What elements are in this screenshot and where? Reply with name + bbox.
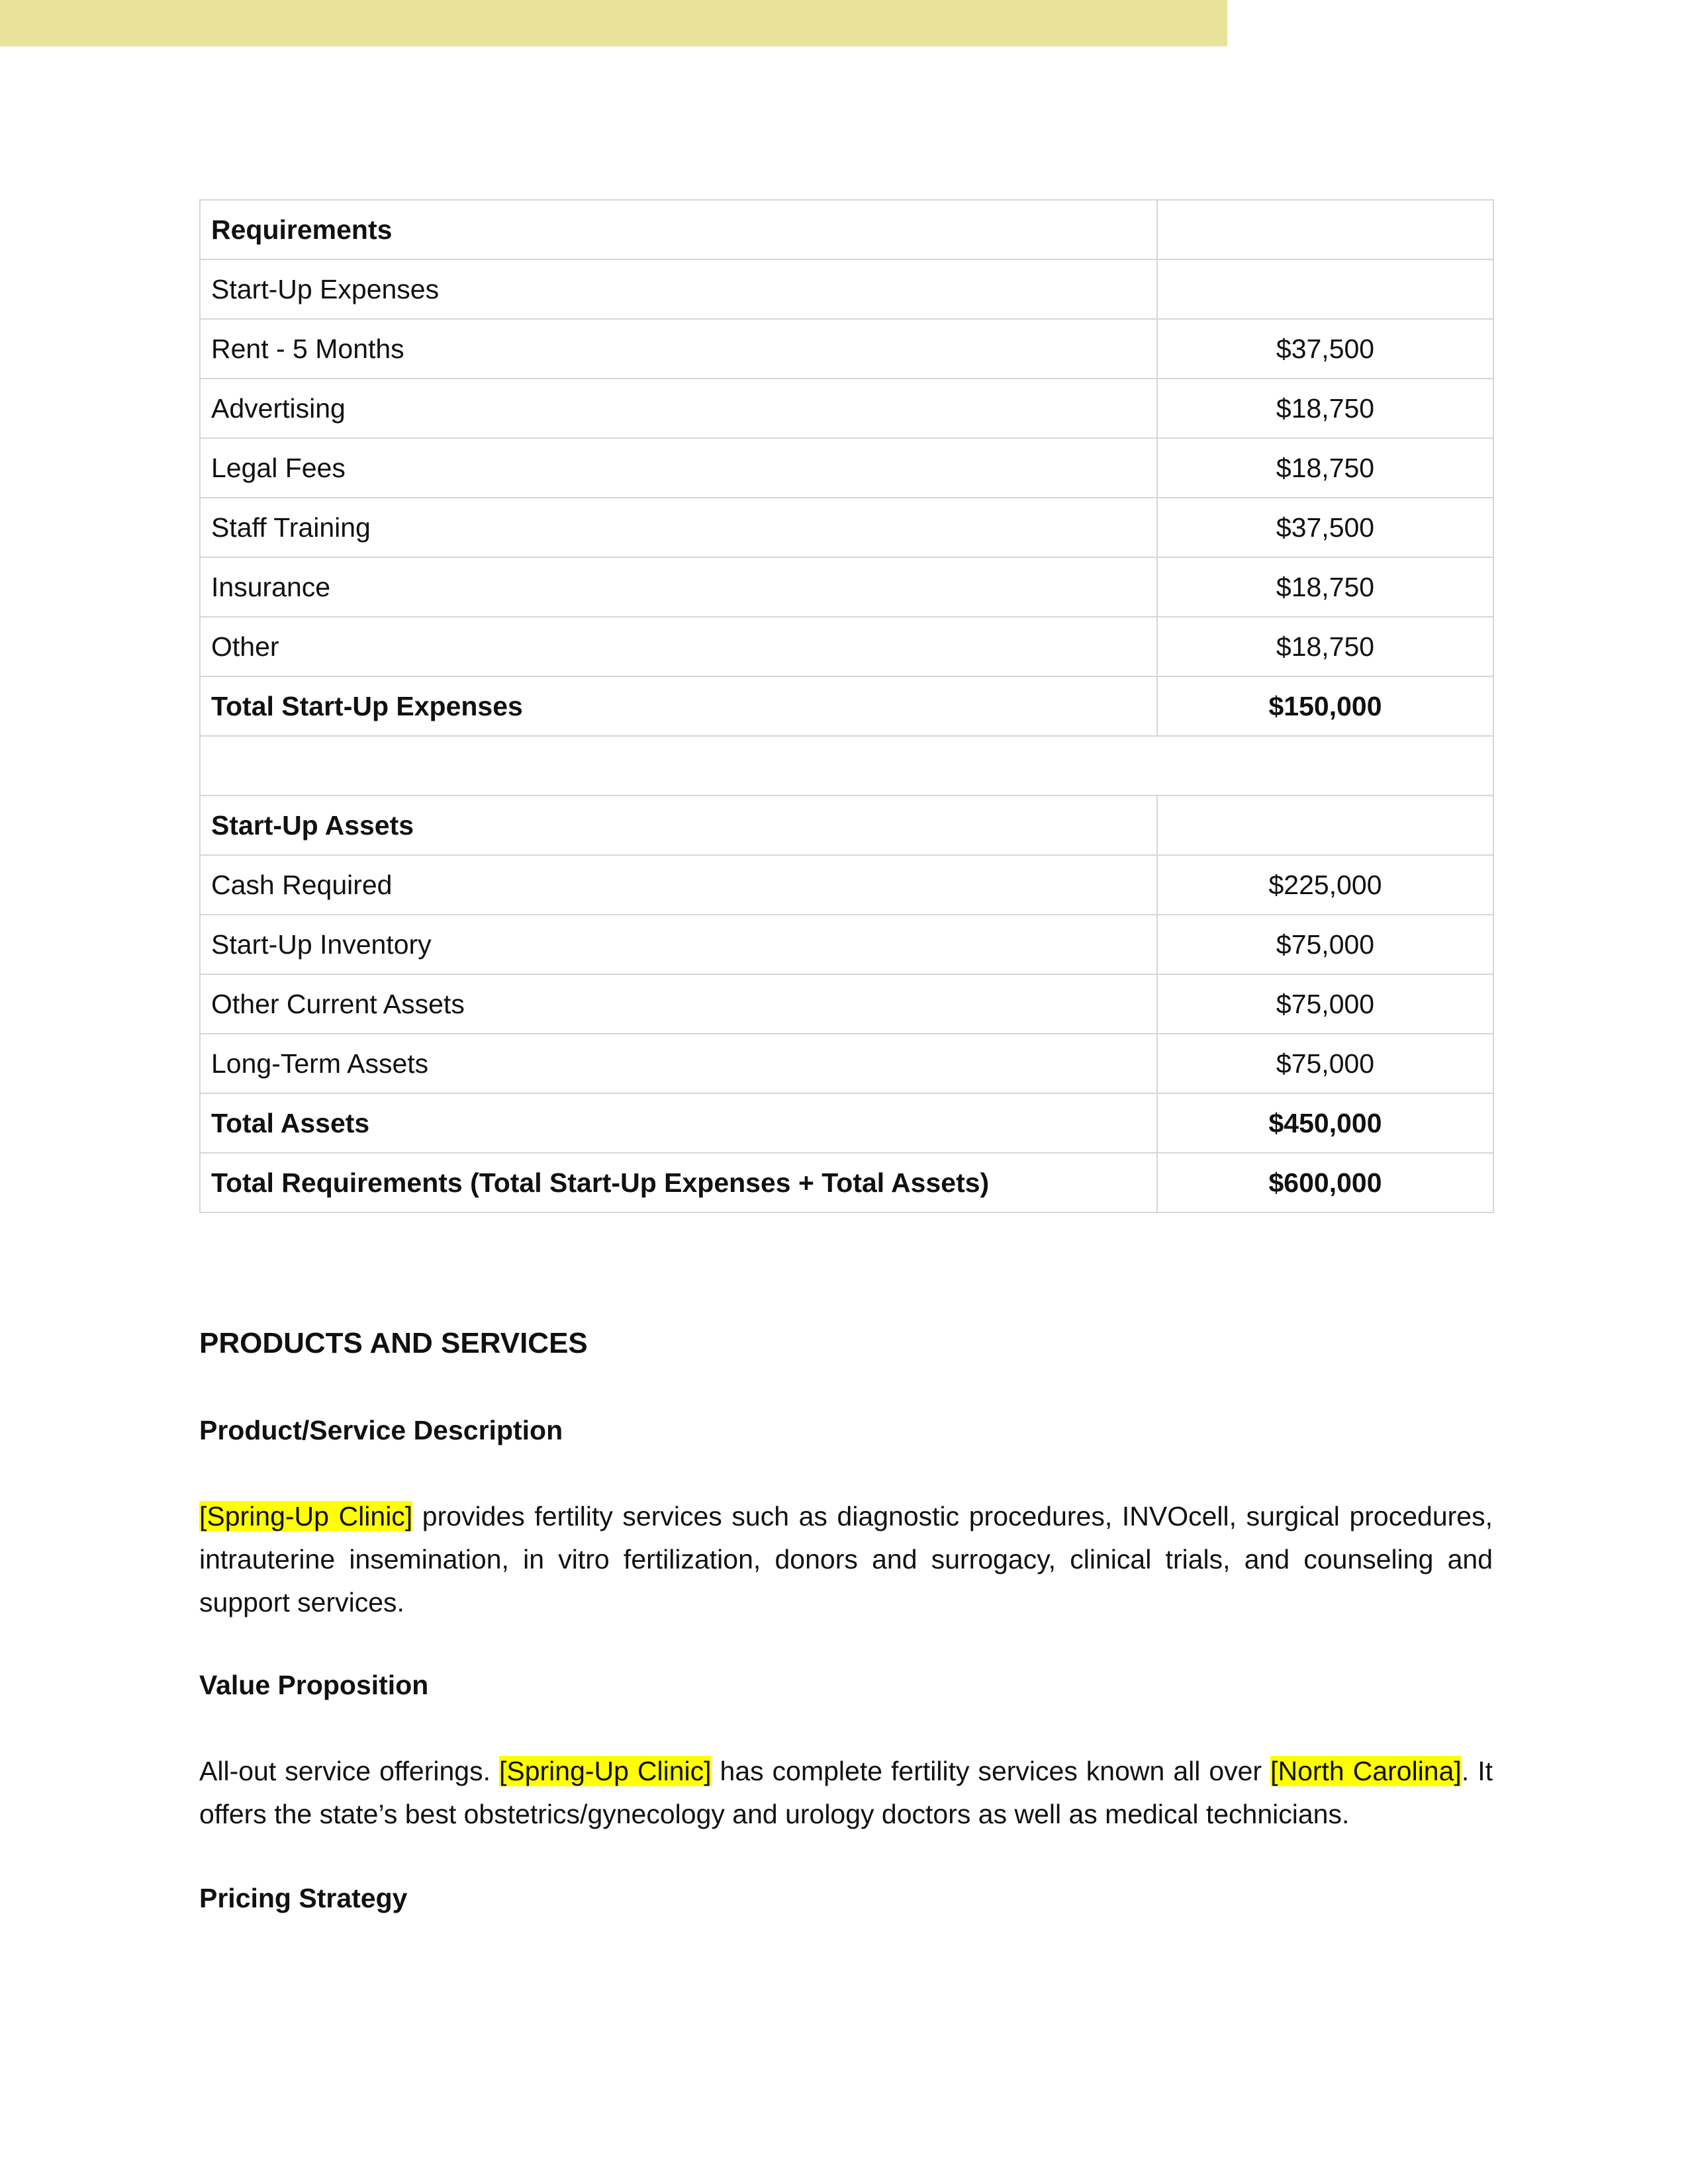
table-row <box>200 498 1493 557</box>
row-label: Other Current Assets <box>200 974 1157 1034</box>
table-row <box>200 796 1493 855</box>
row-amount: $18,750 <box>1157 379 1493 438</box>
value-lead-text: All-out service offerings. <box>199 1756 499 1786</box>
table-row <box>200 557 1493 617</box>
product-description-paragraph <box>199 1495 1493 1624</box>
row-amount: $75,000 <box>1157 974 1493 1034</box>
row-label: Start-Up Assets <box>200 796 1157 855</box>
row-amount: $18,750 <box>1157 557 1493 617</box>
row-label: Total Requirements (Total Start-Up Expenses + Total Assets) <box>200 1153 1157 1212</box>
row-amount: $450,000 <box>1157 1093 1493 1153</box>
clinic-name-highlight: [Spring-Up Clinic] <box>498 1756 712 1786</box>
row-amount: $37,500 <box>1157 498 1493 557</box>
table-row <box>200 1153 1493 1212</box>
value-middle-text: has complete fertility services known all over <box>711 1756 1271 1786</box>
table-row <box>200 617 1493 676</box>
row-amount <box>1157 796 1493 855</box>
value-tail-text: . It offers the state’s best obstetrics/gynecology and urology doctors as well as medical technicians. <box>199 1756 1493 1829</box>
row-label: Advertising <box>200 379 1157 438</box>
row-label: Total Start-Up Expenses <box>200 676 1157 736</box>
row-label: Legal Fees <box>200 438 1157 498</box>
row-label: Insurance <box>200 557 1157 617</box>
table-row <box>200 974 1493 1034</box>
row-label: Start-Up Inventory <box>200 915 1157 974</box>
table-row <box>200 259 1493 319</box>
row-label: Rent - 5 Months <box>200 319 1157 379</box>
section-heading-products: PRODUCTS AND SERVICES <box>199 1327 588 1359</box>
table-row <box>200 438 1493 498</box>
clinic-name-highlight: [Spring-Up Clinic] <box>199 1501 413 1531</box>
row-label: Staff Training <box>200 498 1157 557</box>
row-amount: $18,750 <box>1157 617 1493 676</box>
table-row <box>200 1034 1493 1093</box>
row-label: Requirements <box>200 200 1157 259</box>
table-row <box>200 200 1493 259</box>
row-label: Long-Term Assets <box>200 1034 1157 1093</box>
table-row <box>200 1093 1493 1153</box>
subheading-pricing-strategy: Pricing Strategy <box>199 1883 408 1913</box>
subheading-value-proposition: Value Proposition <box>199 1670 429 1700</box>
row-amount: $18,750 <box>1157 438 1493 498</box>
row-amount: $150,000 <box>1157 676 1493 736</box>
subheading-product-description: Product/Service Description <box>199 1415 563 1445</box>
row-label: Other <box>200 617 1157 676</box>
row-amount: $37,500 <box>1157 319 1493 379</box>
table-row <box>200 855 1493 915</box>
table-spacer-row <box>200 736 1493 796</box>
startup-requirements-table <box>199 199 1494 1213</box>
row-amount <box>1157 259 1493 319</box>
product-description-text: provides fertility services such as diagnostic procedures, INVOcell, surgical procedures, intrauterine insemination, in vitro fertilization, donors and surrogacy, clinical trials, and counseling and support services. <box>199 1501 1493 1617</box>
table-row <box>200 319 1493 379</box>
value-proposition-paragraph <box>199 1750 1493 1836</box>
row-label: Cash Required <box>200 855 1157 915</box>
table-row <box>200 676 1493 736</box>
table-row <box>200 915 1493 974</box>
row-label: Start-Up Expenses <box>200 259 1157 319</box>
row-amount <box>1157 200 1493 259</box>
state-name-highlight: [North Carolina] <box>1270 1756 1462 1786</box>
header-band <box>0 0 1227 46</box>
row-amount: $225,000 <box>1157 855 1493 915</box>
table-row <box>200 379 1493 438</box>
spacer-cell <box>200 736 1493 796</box>
row-label: Total Assets <box>200 1093 1157 1153</box>
row-amount: $75,000 <box>1157 915 1493 974</box>
row-amount: $75,000 <box>1157 1034 1493 1093</box>
row-amount: $600,000 <box>1157 1153 1493 1212</box>
